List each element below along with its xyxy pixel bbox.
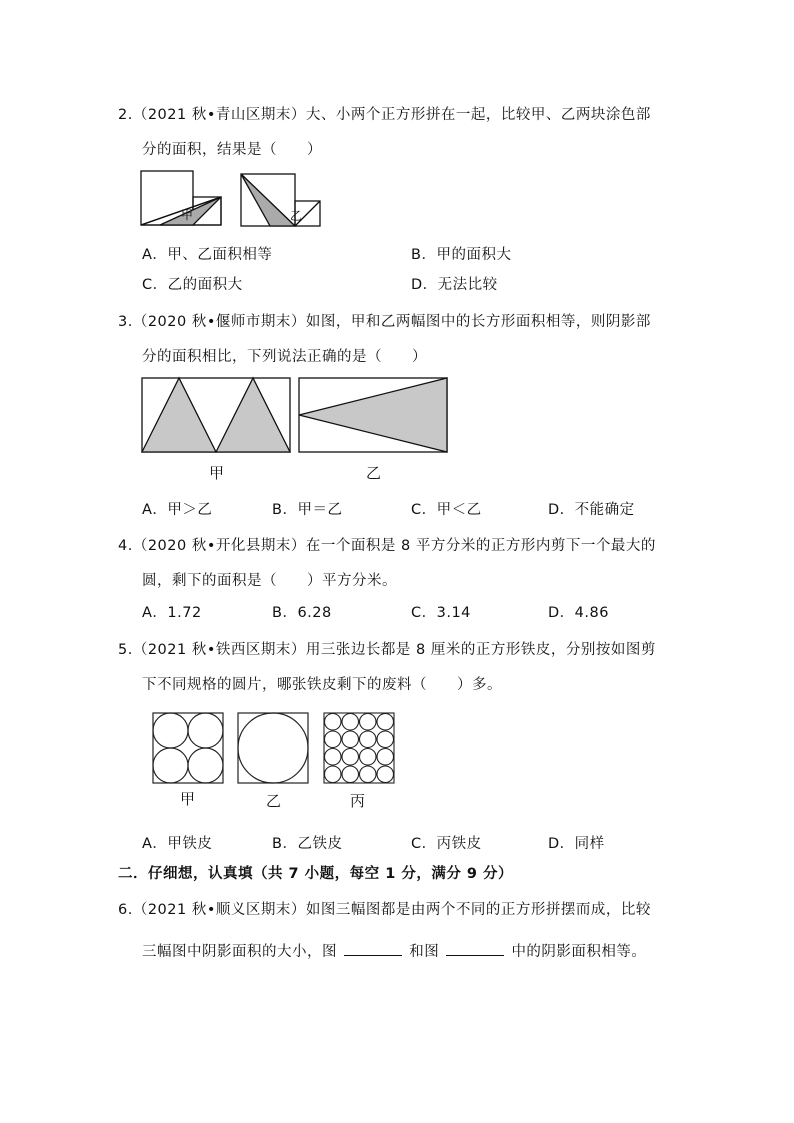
q5-fig-label-yi: 乙: [266, 792, 282, 810]
q5-bing-circle: [325, 749, 342, 766]
q5-bing-circle: [342, 714, 359, 731]
q2-stem-line1: 2.（2021 秋•青山区期末）大、小两个正方形拼在一起，比较甲、乙两块涂色部: [118, 107, 651, 123]
q3-stem-line1: 3.（2020 秋•偃师市期末）如图，甲和乙两幅图中的长方形面积相等，则阴影部: [118, 314, 651, 330]
q5-fig-label-jia: 甲: [180, 790, 196, 808]
q5-bing-circle: [360, 714, 377, 731]
q5-bing-circle: [325, 731, 342, 748]
q4-option-c[interactable]: C．3.14: [411, 605, 471, 621]
q4-option-d[interactable]: D．4.86: [548, 605, 609, 621]
q3-figure-yi: [299, 378, 447, 452]
q5-figures: [152, 712, 397, 787]
q5-bing-circle: [325, 766, 342, 783]
q6-text-b: 和图: [409, 944, 440, 960]
q3-fig-label-jia: 甲: [209, 464, 225, 482]
q4-stem-line2: 圆，剩下的面积是（ ）平方分米。: [142, 573, 397, 589]
q4-option-b[interactable]: B．6.28: [272, 605, 332, 621]
q5-bing-circle: [377, 749, 394, 766]
section2-title: 二．仔细想，认真填（共 7 小题，每空 1 分，满分 9 分）: [118, 866, 514, 882]
q2-fig-label-jia: 甲: [181, 208, 194, 222]
q5-bing-circle: [342, 731, 359, 748]
q5-bing-circle: [360, 766, 377, 783]
q6-blank-1[interactable]: [344, 943, 402, 956]
q5-stem-line1: 5.（2021 秋•铁西区期末）用三张边长都是 8 厘米的正方形铁皮，分别按如图剪: [118, 642, 656, 658]
q3-option-b[interactable]: B．甲＝乙: [272, 502, 343, 518]
q6-stem-line2: [142, 940, 646, 961]
q3-figures: [141, 377, 451, 453]
q5-figure-bing: [324, 713, 394, 783]
q3-stem-line2: 分的面积相比，下列说法正确的是（ ）: [142, 349, 427, 365]
q5-bing-circle: [342, 749, 359, 766]
q5-option-b[interactable]: B．乙铁皮: [272, 836, 343, 852]
q4-option-a[interactable]: A．1.72: [142, 605, 202, 621]
q5-bing-circle: [342, 766, 359, 783]
q2-option-d[interactable]: D．无法比较: [411, 277, 498, 293]
q5-figure-jia: [153, 713, 223, 783]
q5-bing-circle: [360, 731, 377, 748]
q3-option-c[interactable]: C．甲＜乙: [411, 502, 482, 518]
q5-figure-yi: [238, 713, 308, 783]
q3-figure-jia: [142, 378, 290, 452]
q5-bing-circle: [377, 714, 394, 731]
q5-bing-circle: [325, 714, 342, 731]
q2-stem-line2: 分的面积，结果是（ ）: [142, 142, 322, 158]
q5-bing-circle: [377, 731, 394, 748]
q3-fig-label-yi: 乙: [366, 464, 382, 482]
q6-blank-2[interactable]: [446, 943, 504, 956]
q4-stem-line1: 4.（2020 秋•开化县期末）在一个面积是 8 平方分米的正方形内剪下一个最大的: [118, 538, 656, 554]
q5-option-d[interactable]: D．同样: [548, 836, 605, 852]
q2-option-c[interactable]: C．乙的面积大: [142, 277, 243, 293]
q5-fig-label-bing: 丙: [350, 792, 366, 810]
q5-stem-line2: 下不同规格的圆片，哪张铁皮剩下的废料（ ）多。: [142, 677, 502, 693]
q5-option-c[interactable]: C．丙铁皮: [411, 836, 482, 852]
q2-option-a[interactable]: A．甲、乙面积相等: [142, 247, 273, 263]
q5-bing-circle: [360, 749, 377, 766]
q3-option-d[interactable]: D．不能确定: [548, 502, 635, 518]
q5-bing-square: [324, 713, 394, 783]
q5-option-a[interactable]: A．甲铁皮: [142, 836, 213, 852]
q3-option-a[interactable]: A．甲＞乙: [142, 502, 213, 518]
q2-option-b[interactable]: B．甲的面积大: [411, 247, 512, 263]
q2-fig-label-yi: 乙: [290, 209, 303, 223]
q5-bing-circle: [377, 766, 394, 783]
q2-figure-yi: [241, 174, 320, 226]
q6-stem-line1: 6.（2021 秋•顺义区期末）如图三幅图都是由两个不同的正方形拼摆而成，比较: [118, 902, 651, 918]
q6-text-c: 中的阴影面积相等。: [511, 944, 647, 960]
q6-text-a: 三幅图中阴影面积的大小，图: [142, 944, 337, 960]
